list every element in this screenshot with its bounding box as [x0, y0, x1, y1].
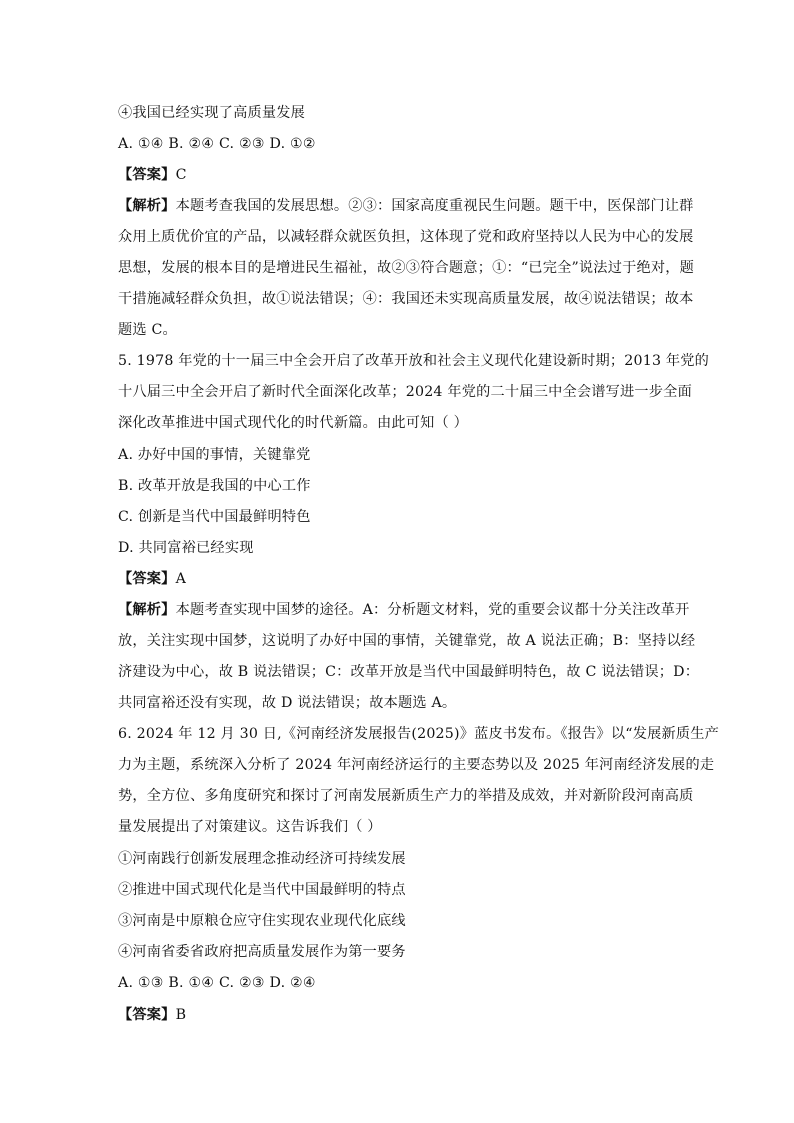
q6-answer — [118, 1005, 186, 1025]
q5-analysis-line-2: 放，关注实现中国梦，这说明了办好中国的事情，关键靠党，故 A 说法正确；B：坚持以经 — [118, 633, 696, 649]
q4-option-4: ④我国已经实现了高质量发展 — [118, 105, 306, 121]
q5-option-d: D. 共同富裕已经实现 — [118, 540, 254, 556]
q5-analysis-line-4: 共同富裕还没有实现，故 D 说法错误；故本题选 A。 — [118, 695, 457, 711]
q6-option-1: ①河南践行创新发展理念推动经济可持续发展 — [118, 851, 406, 867]
answer-value: C — [175, 167, 187, 183]
q4-analysis-line-2: 众用上质优价宜的产品，以减轻群众就医负担，这体现了党和政府坚持以人民为中心的发展 — [118, 229, 694, 245]
q5-analysis-line-3: 济建设为中心，故 B 说法错误；C：改革开放是当代中国最鲜明特色，故 C 说法错误；D： — [118, 664, 700, 680]
q5-option-a: A. 办好中国的事情，关键靠党 — [118, 447, 311, 463]
answer-label: 【答案】 — [118, 571, 176, 587]
answer-label: 【答案】 — [118, 1007, 176, 1023]
q4-analysis-line-1 — [118, 196, 694, 216]
q5-stem-line-1: 5. 1978 年党的十一届三中全会开启了改革开放和社会主义现代化建设新时期；2013 年党的 — [118, 353, 710, 369]
analysis-label: 【解析】 — [118, 198, 176, 214]
q6-option-3: ③河南是中原粮仓应守住实现农业现代化底线 — [118, 913, 406, 929]
q4-analysis-line-4: 干措施减轻群众负担，故①说法错误；④：我国还未实现高质量发展，故④说法错误；故本 — [118, 291, 694, 307]
q5-option-c: C. 创新是当代中国最鲜明特色 — [118, 509, 311, 525]
analysis-label: 【解析】 — [118, 602, 176, 618]
analysis-text: 本题考查实现中国梦的途径。A：分析题文材料，党的重要会议都十分关注改革开 — [175, 602, 690, 618]
q6-choices: A. ①③ B. ①④ C. ②③ D. ②④ — [118, 975, 316, 991]
q6-stem-line-2: 力为主题，系统深入分析了 2024 年河南经济运行的主要态势以及 2025 年河南经济发展的走 — [118, 757, 715, 773]
q6-stem-line-4: 量发展提出了对策建议。这告诉我们（ ） — [118, 819, 382, 835]
q5-stem-line-3: 深化改革推进中国式现代化的时代新篇。由此可知（ ） — [118, 415, 469, 431]
q5-option-b: B. 改革开放是我国的中心工作 — [118, 478, 311, 494]
answer-value: A — [175, 571, 187, 587]
q5-answer — [118, 569, 186, 589]
q4-analysis-line-3: 思想，发展的根本目的是增进民生福祉，故②③符合题意；①：“已完全”说法过于绝对，题 — [118, 260, 695, 276]
q4-analysis-line-5: 题选 C。 — [118, 322, 177, 338]
q6-option-4: ④河南省委省政府把高质量发展作为第一要务 — [118, 944, 406, 960]
q4-answer — [118, 165, 187, 185]
q6-option-2: ②推进中国式现代化是当代中国最鲜明的特点 — [118, 882, 406, 898]
q4-choices: A. ①④ B. ②④ C. ②③ D. ①② — [118, 136, 316, 152]
q5-stem-line-2: 十八届三中全会开启了新时代全面深化改革；2024 年党的二十届三中全会谱写进一步全面 — [118, 384, 692, 400]
answer-value: B — [175, 1007, 187, 1023]
q6-stem-line-1: 6. 2024 年 12 月 30 日,《河南经济发展报告(2025)》蓝皮书发布。《报告》以“发展新质生产 — [118, 726, 720, 742]
q5-analysis-line-1 — [118, 600, 690, 620]
answer-label: 【答案】 — [118, 167, 176, 183]
analysis-text: 本题考查我国的发展思想。②③：国家高度重视民生问题。题干中，医保部门让群 — [175, 198, 694, 214]
q6-stem-line-3: 势，全方位、多角度研究和探讨了河南发展新质生产力的举措及成效，并对新阶段河南高质 — [118, 788, 694, 804]
